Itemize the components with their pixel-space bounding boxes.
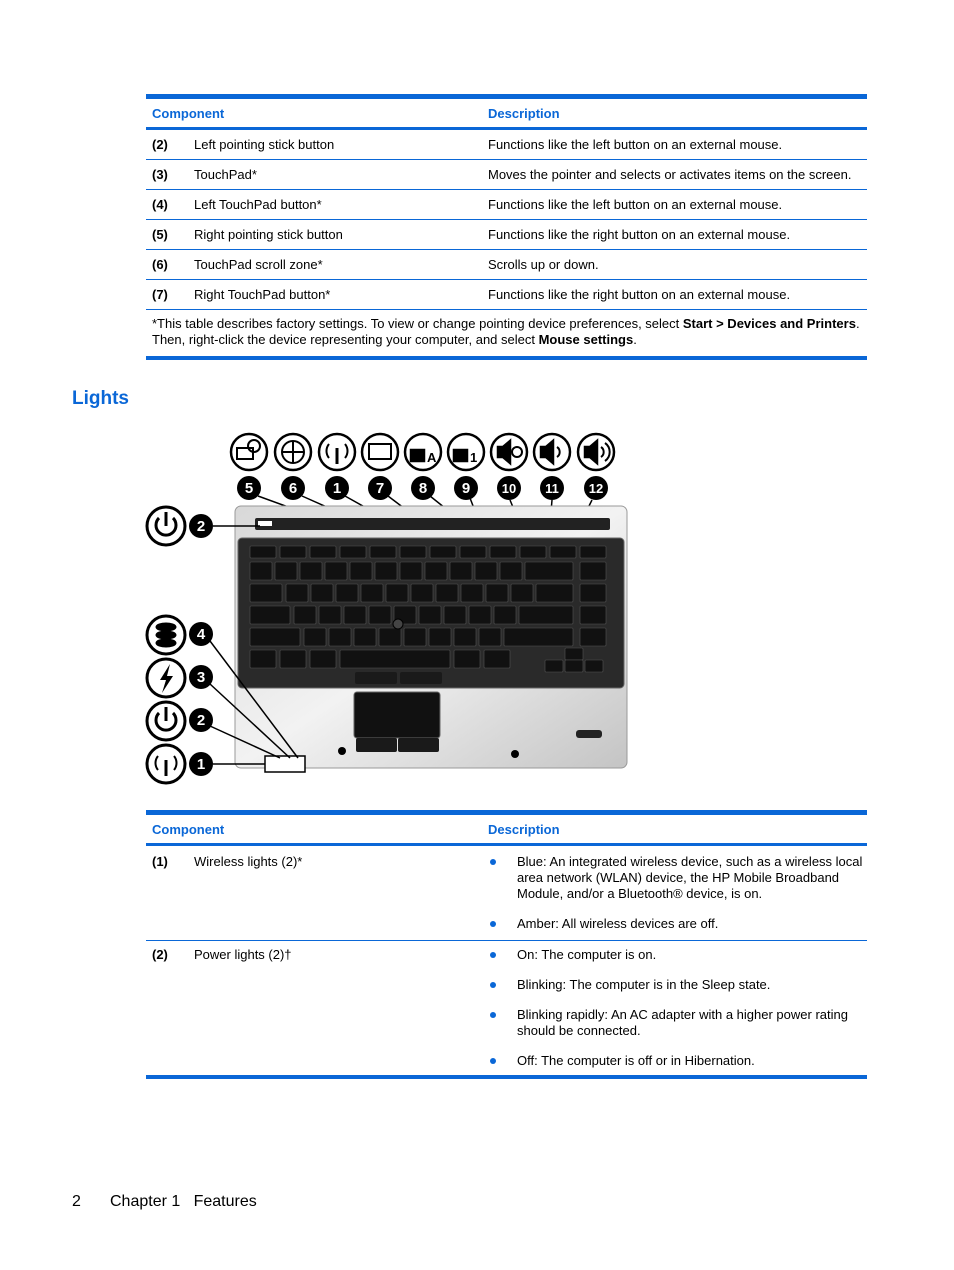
row-component: Left TouchPad button* bbox=[194, 197, 322, 212]
power-icon-bottom bbox=[147, 702, 185, 740]
row-description: Functions like the left button on an external mouse. bbox=[488, 197, 783, 212]
header-component: Component bbox=[152, 105, 225, 121]
row-number: (4) bbox=[152, 197, 168, 212]
table-row bbox=[146, 190, 867, 220]
svg-text:1: 1 bbox=[332, 480, 342, 497]
callout-2-power-light bbox=[189, 708, 213, 732]
callout-11 bbox=[540, 476, 564, 500]
table-header bbox=[146, 815, 867, 846]
touchpad-icon bbox=[362, 434, 398, 470]
row-number: (1) bbox=[152, 854, 168, 869]
lights-table bbox=[146, 810, 867, 1079]
table-row bbox=[146, 250, 867, 280]
start-devices-printers-path: Start > Devices and Printers bbox=[682, 316, 856, 331]
callout-1-wireless-light bbox=[189, 752, 213, 776]
list-item: Off: The computer is off or in Hibernation. bbox=[488, 1053, 867, 1069]
list-item: On: The computer is on. bbox=[488, 947, 867, 963]
svg-text:4: 4 bbox=[196, 626, 206, 643]
bullet-list bbox=[488, 947, 867, 1069]
header-description: Description bbox=[488, 105, 560, 121]
row-number: (5) bbox=[152, 227, 168, 242]
svg-text:12: 12 bbox=[588, 481, 604, 496]
caps-lock-icon bbox=[405, 434, 441, 470]
section-title-lights: Lights bbox=[72, 388, 129, 409]
svg-text:11: 11 bbox=[545, 481, 559, 496]
header-description: Description bbox=[488, 821, 560, 837]
row-description: Scrolls up or down. bbox=[488, 257, 599, 272]
svg-text:5: 5 bbox=[244, 480, 254, 497]
svg-text:A: A bbox=[427, 450, 437, 465]
callout-4 bbox=[189, 622, 213, 646]
volume-mute-icon bbox=[491, 434, 527, 470]
table-bottom-rule bbox=[146, 1075, 867, 1079]
svg-text:1: 1 bbox=[470, 450, 478, 465]
svg-text:1: 1 bbox=[196, 756, 206, 773]
row-number: (2) bbox=[152, 137, 168, 152]
callout-12 bbox=[584, 476, 608, 500]
svg-text:10: 10 bbox=[501, 481, 517, 496]
page-number: 2 bbox=[72, 1193, 81, 1210]
svg-text:2: 2 bbox=[196, 518, 206, 535]
row-number: (6) bbox=[152, 257, 168, 272]
header-component: Component bbox=[152, 821, 225, 837]
battery-icon bbox=[147, 659, 185, 697]
svg-text:6: 6 bbox=[288, 480, 298, 497]
power-icon-top bbox=[147, 507, 185, 545]
table-row bbox=[146, 130, 867, 160]
list-item: Blinking: The computer is in the Sleep state. bbox=[488, 977, 867, 993]
row-number: (3) bbox=[152, 167, 168, 182]
volume-down-icon bbox=[534, 434, 570, 470]
top-callouts bbox=[237, 476, 608, 500]
mouse-settings-label: Mouse settings bbox=[538, 332, 634, 347]
wireless-icon bbox=[319, 434, 355, 470]
row-component: Left pointing stick button bbox=[194, 137, 335, 152]
row-description: Functions like the left button on an external mouse. bbox=[488, 137, 783, 152]
row-component: Power lights (2)† bbox=[194, 947, 292, 962]
callout-9 bbox=[454, 476, 478, 500]
table-row bbox=[146, 280, 867, 310]
row-description: Functions like the right button on an external mouse. bbox=[488, 287, 791, 302]
svg-text:8: 8 bbox=[418, 480, 428, 497]
list-item: Amber: All wireless devices are off. bbox=[488, 916, 867, 932]
svg-text:2: 2 bbox=[196, 712, 206, 729]
row-component: TouchPad scroll zone* bbox=[194, 257, 323, 272]
svg-text:9: 9 bbox=[461, 480, 471, 497]
row-component: TouchPad* bbox=[194, 167, 257, 182]
table-row bbox=[146, 160, 867, 190]
info-center-icon bbox=[231, 434, 267, 470]
svg-text:7: 7 bbox=[375, 480, 385, 497]
status-icons-row bbox=[231, 434, 614, 470]
volume-up-icon bbox=[578, 434, 614, 470]
bullet-list bbox=[488, 854, 867, 932]
table-row bbox=[146, 220, 867, 250]
row-description bbox=[482, 854, 867, 932]
row-component: Right pointing stick button bbox=[194, 227, 343, 242]
num-lock-icon bbox=[448, 434, 484, 470]
row-number: (2) bbox=[152, 947, 168, 962]
row-component: Right TouchPad button* bbox=[194, 287, 331, 302]
list-item: Blinking rapidly: An AC adapter with a higher power rating should be connected. bbox=[488, 1007, 867, 1039]
row-component: Wireless lights (2)* bbox=[194, 854, 303, 869]
row-description: Moves the pointer and selects or activates items on the screen. bbox=[488, 167, 852, 182]
svg-text:3: 3 bbox=[196, 669, 206, 686]
table-row bbox=[146, 846, 867, 941]
callout-10 bbox=[497, 476, 521, 500]
callout-2-power-button bbox=[189, 514, 213, 538]
laptop-base bbox=[235, 506, 627, 772]
table-header bbox=[146, 99, 867, 130]
callout-6 bbox=[281, 476, 305, 500]
wireless-light-icon bbox=[147, 745, 185, 783]
callout-5 bbox=[237, 476, 261, 500]
pointing-device-table bbox=[146, 94, 867, 360]
row-description: Functions like the right button on an external mouse. bbox=[488, 227, 791, 242]
callout-3 bbox=[189, 665, 213, 689]
laptop-lights-figure bbox=[140, 426, 640, 786]
list-item: Blue: An integrated wireless device, such as a wireless local area network (WLAN) device, the HP Mobile Broadband Module, and/or a Bluetooth® device, is on. bbox=[488, 854, 867, 902]
row-description bbox=[482, 947, 867, 1069]
table-row bbox=[146, 941, 867, 1075]
row-number: (7) bbox=[152, 287, 168, 302]
web-browser-icon bbox=[275, 434, 311, 470]
chapter-title: Chapter 1 Features bbox=[110, 1193, 257, 1210]
drive-icon bbox=[147, 616, 185, 654]
table-footnote: *This table describes factory settings. To view or change pointing device preferences, select Start > Devices and Printers. Then, right-click the device representing your computer, and select Mouse settings. bbox=[146, 310, 867, 360]
